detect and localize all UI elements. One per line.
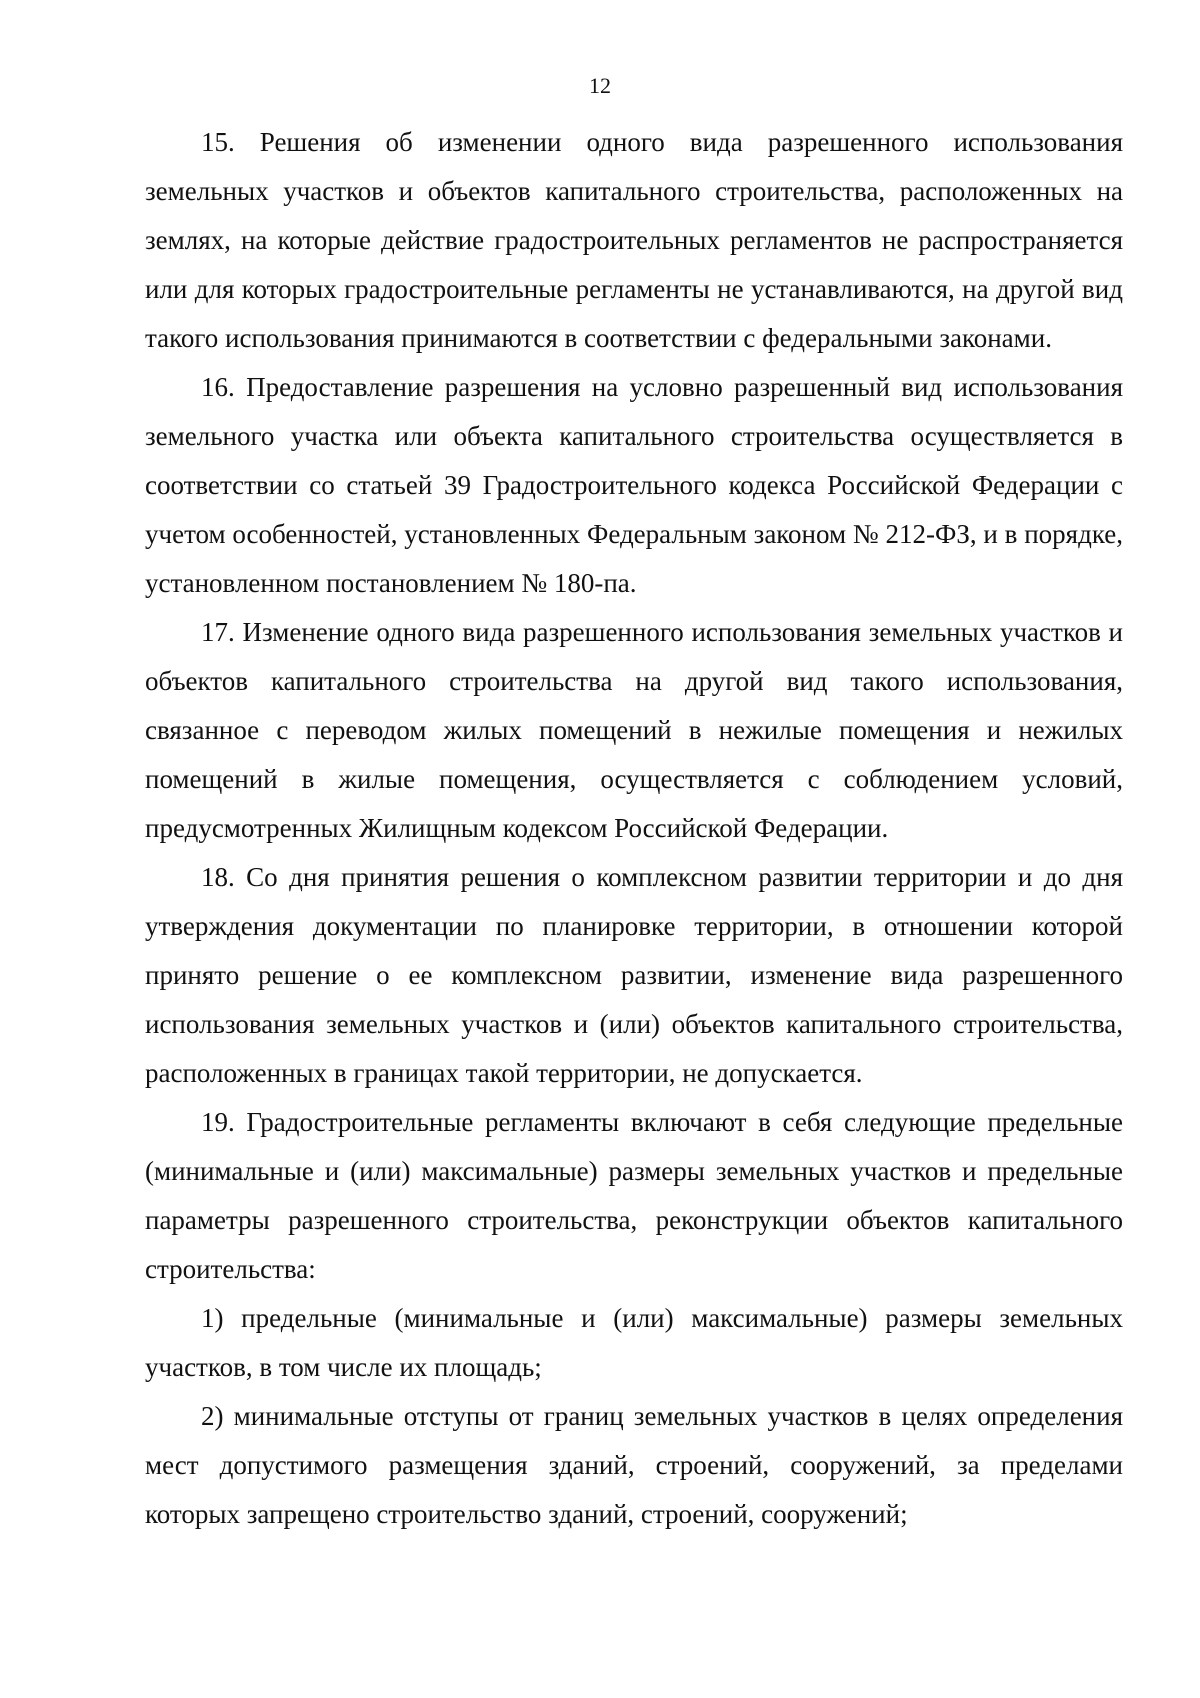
paragraph-16: 16. Предоставление разрешения на условно разрешенный вид использования земельного участка или объекта капитального строительства осуществляется в соответствии со статьей 39 Градостроительного кодекса Российской Федерации с учетом особенностей, установленных Федеральным законом № 212-ФЗ, и в порядке, установленном постановлением № 180-па. — [145, 372, 1123, 598]
document-body — [145, 118, 1123, 1539]
paragraph-17: 17. Изменение одного вида разрешенного использования земельных участков и объектов капитального строительства на другой вид такого использования, связанное с переводом жилых помещений в нежилые помещения и нежилых помещений в жилые помещения, осуществляется с соблюдением условий, предусмотренных Жилищным кодексом Российской Федерации. — [145, 617, 1123, 843]
paragraph-19: 19. Градостроительные регламенты включают в себя следующие предельные (минимальные и (или) максимальные) размеры земельных участков и предельные параметры разрешенного строительства, реконструкции объектов капитального строительства: — [145, 1107, 1123, 1284]
paragraph-18: 18. Со дня принятия решения о комплексном развитии территории и до дня утверждения документации по планировке территории, в отношении которой принято решение о ее комплексном развитии, изменение вида разрешенного использования земельных участков и (или) объектов капитального строительства, расположенных в границах такой территории, не допускается. — [145, 862, 1123, 1088]
list-item-1: 1) предельные (минимальные и (или) максимальные) размеры земельных участков, в том числе их площадь; — [145, 1303, 1123, 1382]
paragraph-15: 15. Решения об изменении одного вида разрешенного использования земельных участков и объектов капитального строительства, расположенных на землях, на которые действие градостроительных регламентов не распространяется или для которых градостроительные регламенты не устанавливаются, на другой вид такого использования принимаются в соответствии с федеральными законами. — [145, 127, 1123, 353]
list-item-2: 2) минимальные отступы от границ земельных участков в целях определения мест допустимого размещения зданий, строений, сооружений, за пределами которых запрещено строительство зданий, строений, сооружений; — [145, 1401, 1123, 1529]
page-number: 12 — [589, 73, 611, 98]
